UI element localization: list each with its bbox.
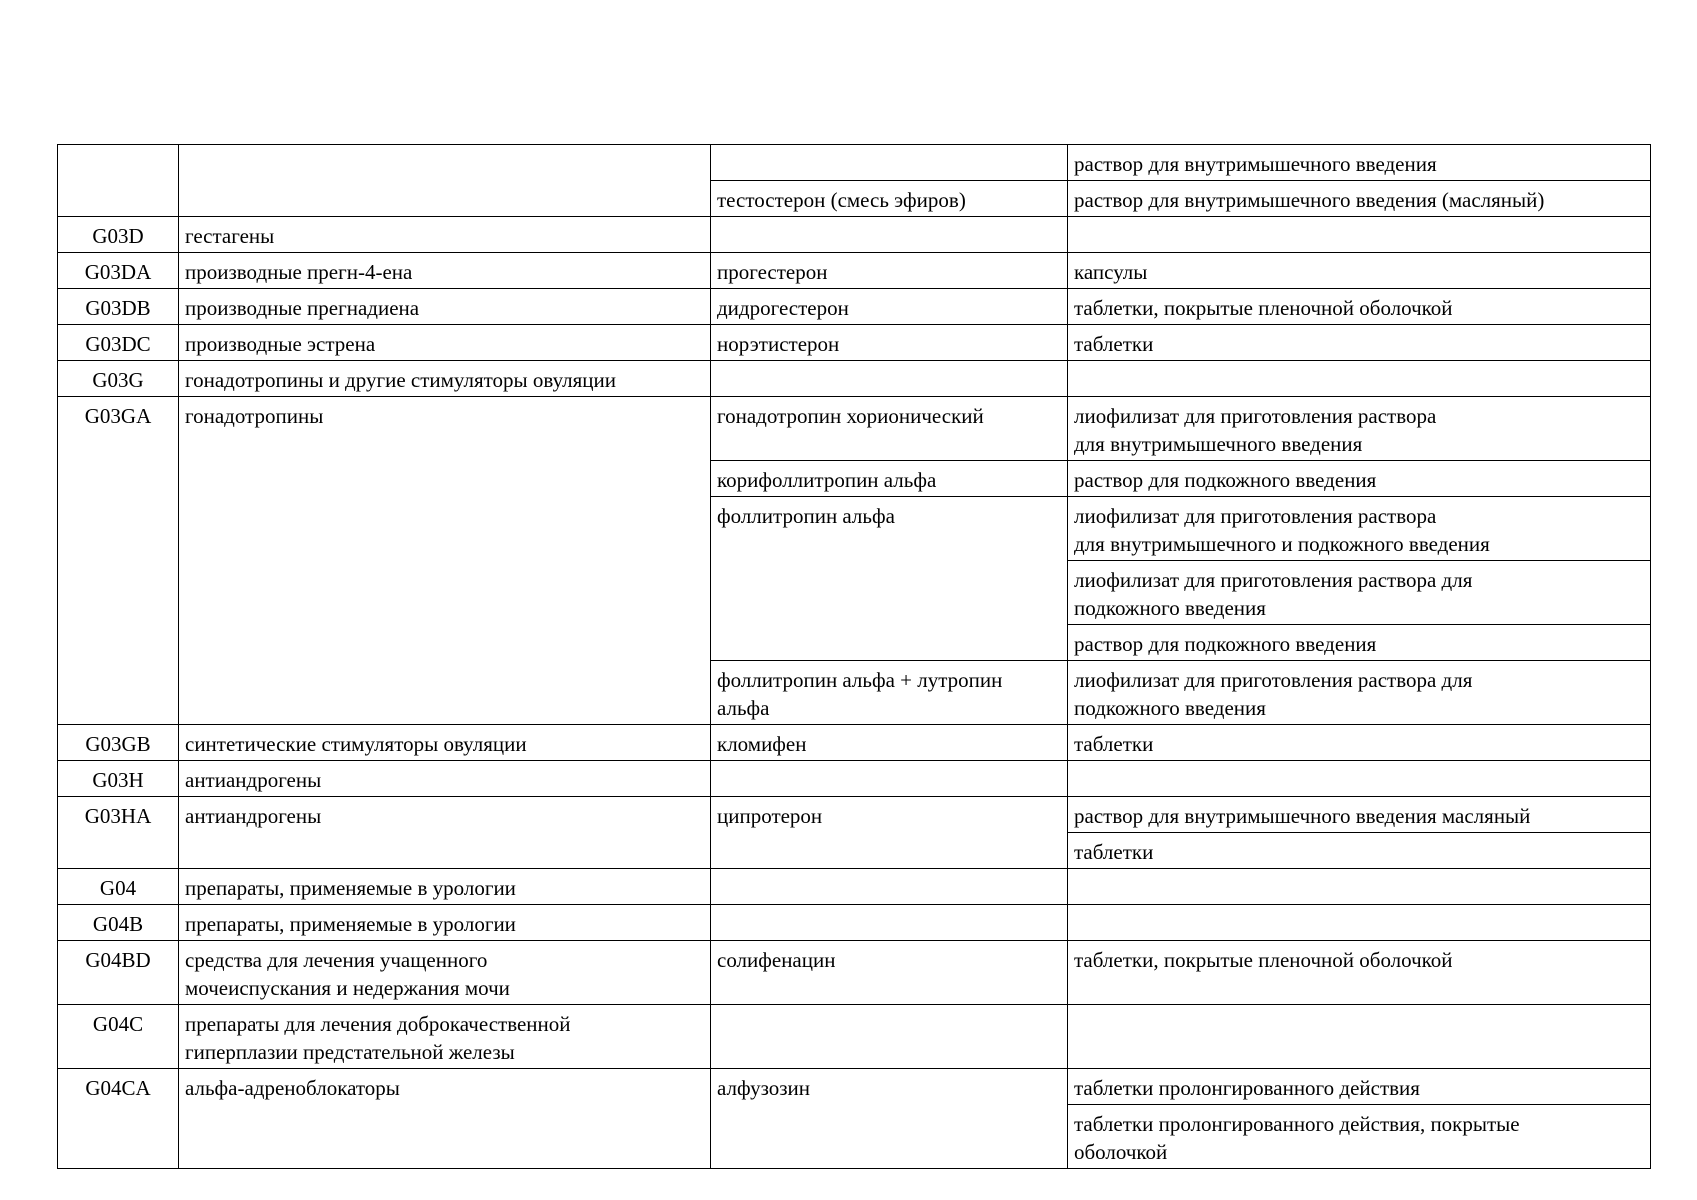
drug-name-cell	[711, 361, 1068, 397]
atc-code-cell: G03GB	[58, 725, 179, 761]
table-row	[58, 869, 1651, 905]
group-name-cell	[179, 145, 711, 217]
drug-name-cell: фоллитропин альфа	[711, 497, 1068, 661]
atc-code-cell: G03DB	[58, 289, 179, 325]
table-row	[58, 1069, 1651, 1105]
atc-code-cell: G03HA	[58, 797, 179, 869]
drug-name-cell: солифенацин	[711, 941, 1068, 1005]
table-row	[58, 725, 1651, 761]
table-row	[58, 361, 1651, 397]
group-name-cell: препараты, применяемые в урологии	[179, 905, 711, 941]
drug-name-cell: гонадотропин хорионический	[711, 397, 1068, 461]
drug-name-cell: тестостерон (смесь эфиров)	[711, 181, 1068, 217]
drug-name-cell	[711, 761, 1068, 797]
dosage-form-cell	[1068, 217, 1651, 253]
table-row	[58, 797, 1651, 833]
atc-code-cell: G04C	[58, 1005, 179, 1069]
group-name-cell: антиандрогены	[179, 761, 711, 797]
dosage-form-cell: раствор для подкожного введения	[1068, 625, 1651, 661]
dosage-form-cell	[1068, 905, 1651, 941]
group-name-cell: производные эстрена	[179, 325, 711, 361]
drug-name-cell: ципротерон	[711, 797, 1068, 869]
dosage-form-cell	[1068, 761, 1651, 797]
atc-code-cell: G03H	[58, 761, 179, 797]
group-name-cell: средства для лечения учащенного мочеиспускания и недержания мочи	[179, 941, 711, 1005]
atc-code-cell: G03DA	[58, 253, 179, 289]
group-name-cell: гестагены	[179, 217, 711, 253]
atc-code-cell: G03GA	[58, 397, 179, 725]
drug-name-cell	[711, 145, 1068, 181]
drug-name-cell	[711, 1005, 1068, 1069]
drug-name-cell	[711, 217, 1068, 253]
dosage-form-cell: таблетки	[1068, 725, 1651, 761]
dosage-form-cell: раствор для внутримышечного введения	[1068, 145, 1651, 181]
dosage-form-cell	[1068, 361, 1651, 397]
group-name-cell: синтетические стимуляторы овуляции	[179, 725, 711, 761]
drug-name-cell: прогестерон	[711, 253, 1068, 289]
table-row	[58, 145, 1651, 181]
group-name-cell: препараты, применяемые в урологии	[179, 869, 711, 905]
atc-code-cell: G04CA	[58, 1069, 179, 1169]
dosage-form-cell: капсулы	[1068, 253, 1651, 289]
drug-name-cell: корифоллитропин альфа	[711, 461, 1068, 497]
group-name-cell: производные прегн-4-ена	[179, 253, 711, 289]
drug-name-cell: фоллитропин альфа + лутропин альфа	[711, 661, 1068, 725]
group-name-cell: альфа-адреноблокаторы	[179, 1069, 711, 1169]
atc-code-cell	[58, 145, 179, 217]
atc-code-cell: G03DC	[58, 325, 179, 361]
table-row	[58, 761, 1651, 797]
dosage-form-cell: раствор для внутримышечного введения (масляный)	[1068, 181, 1651, 217]
group-name-cell: антиандрогены	[179, 797, 711, 869]
group-name-cell: гонадотропины и другие стимуляторы овуляции	[179, 361, 711, 397]
table-row	[58, 1005, 1651, 1069]
drug-name-cell	[711, 869, 1068, 905]
drug-name-cell: кломифен	[711, 725, 1068, 761]
dosage-form-cell	[1068, 1005, 1651, 1069]
table-row	[58, 217, 1651, 253]
atc-code-cell: G04	[58, 869, 179, 905]
table-row	[58, 941, 1651, 1005]
dosage-form-cell	[1068, 869, 1651, 905]
table-row	[58, 289, 1651, 325]
table-row	[58, 253, 1651, 289]
atc-code-cell: G04B	[58, 905, 179, 941]
drug-name-cell	[711, 905, 1068, 941]
dosage-form-cell: лиофилизат для приготовления раствора для подкожного введения	[1068, 561, 1651, 625]
dosage-form-cell: таблетки	[1068, 325, 1651, 361]
dosage-form-cell: таблетки, покрытые пленочной оболочкой	[1068, 289, 1651, 325]
dosage-form-cell: лиофилизат для приготовления раствора для внутримышечного введения	[1068, 397, 1651, 461]
atc-code-cell: G03G	[58, 361, 179, 397]
drug-name-cell: алфузозин	[711, 1069, 1068, 1169]
atc-code-cell: G03D	[58, 217, 179, 253]
dosage-form-cell: таблетки	[1068, 833, 1651, 869]
dosage-form-cell: таблетки пролонгированного действия, покрытые оболочкой	[1068, 1105, 1651, 1169]
drug-table	[57, 144, 1651, 1169]
dosage-form-cell: раствор для подкожного введения	[1068, 461, 1651, 497]
table-row	[58, 397, 1651, 461]
drug-name-cell: дидрогестерон	[711, 289, 1068, 325]
dosage-form-cell: раствор для внутримышечного введения масляный	[1068, 797, 1651, 833]
dosage-form-cell: лиофилизат для приготовления раствора для внутримышечного и подкожного введения	[1068, 497, 1651, 561]
dosage-form-cell: лиофилизат для приготовления раствора для подкожного введения	[1068, 661, 1651, 725]
drug-name-cell: норэтистерон	[711, 325, 1068, 361]
group-name-cell: гонадотропины	[179, 397, 711, 725]
atc-code-cell: G04BD	[58, 941, 179, 1005]
group-name-cell: производные прегнадиена	[179, 289, 711, 325]
group-name-cell: препараты для лечения доброкачественной гиперплазии предстательной железы	[179, 1005, 711, 1069]
table-row	[58, 325, 1651, 361]
table-row	[58, 905, 1651, 941]
dosage-form-cell: таблетки пролонгированного действия	[1068, 1069, 1651, 1105]
dosage-form-cell: таблетки, покрытые пленочной оболочкой	[1068, 941, 1651, 1005]
